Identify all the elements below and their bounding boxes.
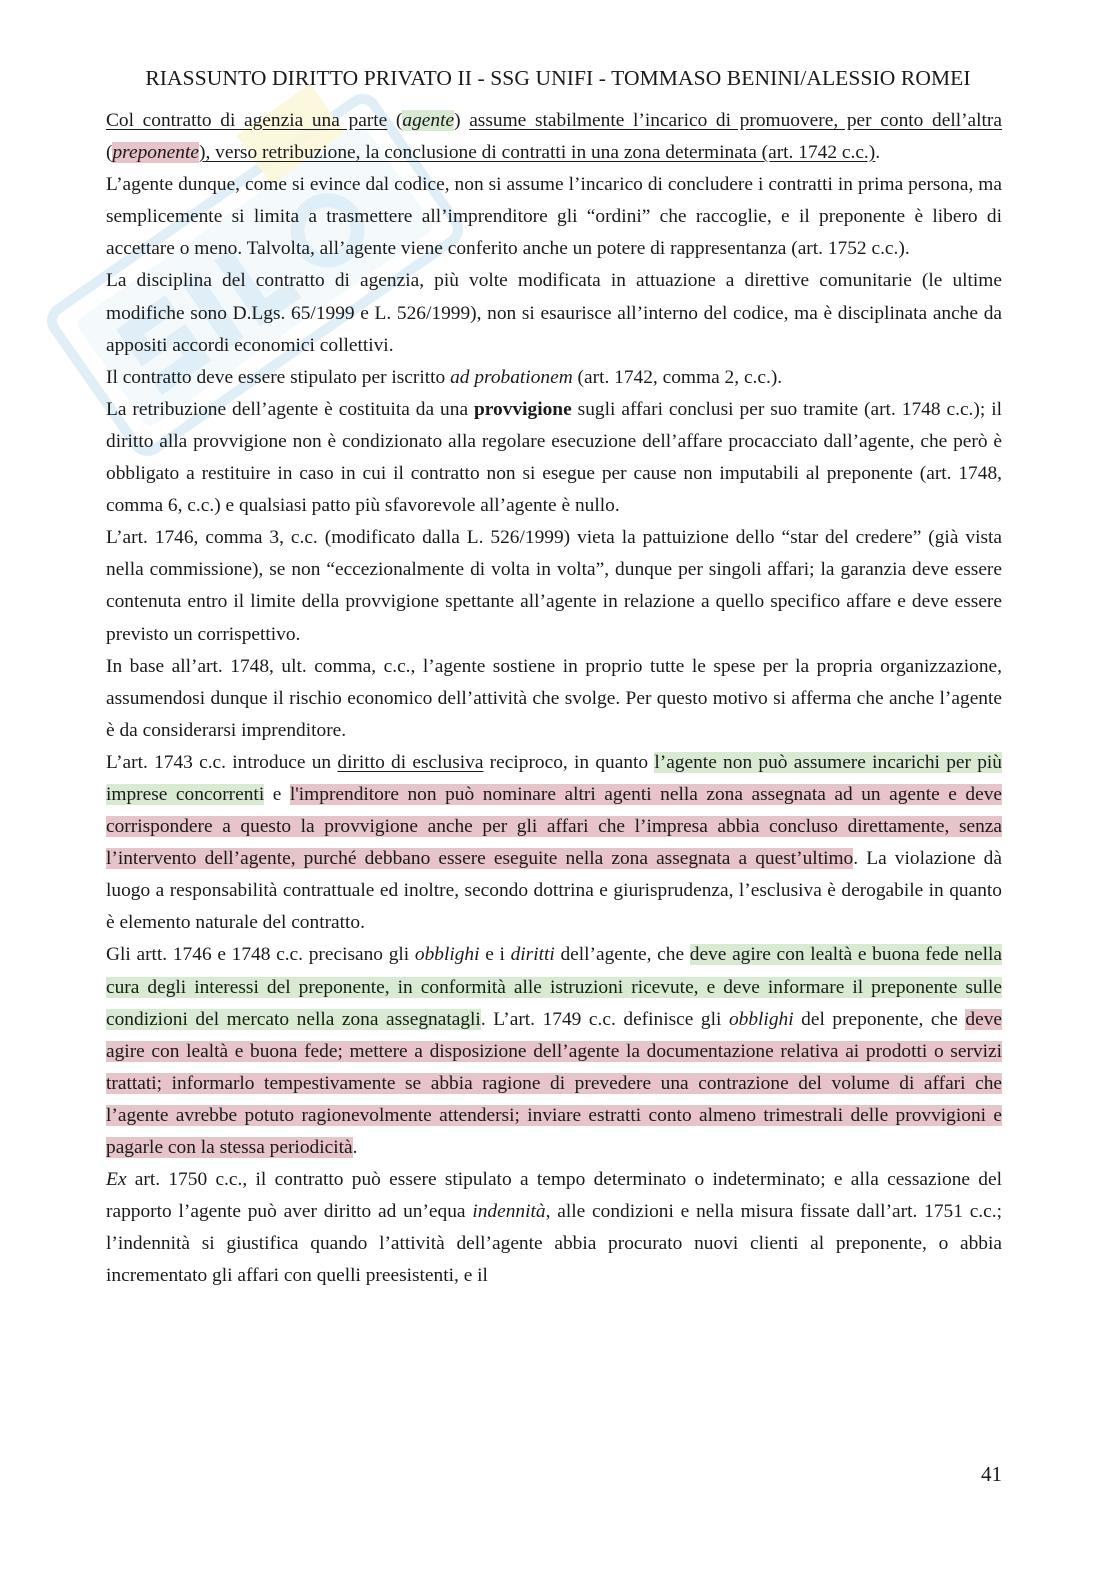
paragraph-agent-role: L’agente dunque, come si evince dal codice, non si assume l’incarico di concludere i contratti in prima persona, ma semplicemente si limita a trasmettere all’imprenditore gli “ordini” che raccoglie, e il preponente è libero di accettare o meno. Talvolta, all’agente viene conferito anche un potere di rappresentanza (art. 1752 c.c.).	[106, 174, 1002, 260]
paragraph-star-del-credere: L’art. 1746, comma 3, c.c. (modificato dalla L. 526/1999) vieta la pattuizione dello “star del credere” (già vista nella commissione), se non “eccezionalmente di volta in volta”, dunque per singoli affari; la garanzia deve essere contenuta entro il limite della provvigione spettante all’agente in relazione a quello specifico affare e deve essere previsto un corrispettivo.	[106, 527, 1002, 645]
text-span: e	[264, 783, 290, 805]
text-span: . La violazione dà luogo a responsabilità contrattuale ed inoltre, secondo dottrina e giurisprudenza, l’esclusiva è derogabile in quanto è elemento naturale del contratto.	[106, 848, 1002, 934]
paragraph-written-form	[106, 362, 1002, 394]
text-span: sugli affari conclusi per suo tramite (art. 1748 c.c.); il diritto alla provvigione non è condizionato alla regolare esecuzione dell’affare procacciato dall’agente, che però è obbligato a restituire in caso in cui il contratto non si esegue per cause non imputabili al preponente (art. 1748, comma 6, c.c.) e qualsiasi patto più sfavorevole all’agente è nullo.	[106, 398, 1002, 517]
text-span: (art. 1742, comma 2, c.c.).	[572, 366, 783, 388]
italic-term: ad probationem	[450, 366, 573, 388]
underlined-definition: Col contratto di agenzia una parte	[106, 110, 388, 131]
italic-term: Ex	[106, 1169, 127, 1191]
highlight-red: deve agire con lealtà e buona fede; mettere a disposizione dell’agente la documentazione relativa ai prodotti o servizi trattati; informarlo tempestivamente se abbia ragione di prevedere una contrazione del volume di affari che l’agente avrebbe potuto ragionevolmente attendersi; inviare estratti conto almeno trimestrali delle provvigioni e pagarle con la stessa periodicità	[106, 1008, 1003, 1158]
text-span: reciproco, in quanto	[483, 751, 655, 773]
text-span: e i	[479, 944, 511, 966]
paragraph-discipline: La disciplina del contratto di agenzia, più volte modificata in attuazione a direttive comunitarie (le ultime modifiche sono D.Lgs. 65/1999 e L. 526/1999), non si esaurisce all’interno del codice, ma è disciplinata anche da appositi accordi economici collettivi.	[106, 270, 1002, 356]
text-span: Il contratto deve essere stipulato per iscritto	[106, 366, 451, 388]
italic-term: diritti	[510, 944, 555, 966]
paragraph-termination	[106, 1164, 1002, 1292]
underlined-definition: ), verso retribuzione, la conclusione di contratti in una zona determinata (art. 1742 c.c.)	[198, 142, 876, 164]
text-span: (	[387, 110, 403, 131]
paragraph-obligations	[106, 939, 1002, 1164]
highlight-green: deve agire con lealtà e buona fede nella cura degli interessi del preponente, in conformità alle istruzioni ricevute, e deve informare il preponente sulle condizioni del mercato nella zona assegnatagli	[106, 944, 1003, 1030]
highlight-red: l'imprenditore non può nominare altri agenti nella zona assegnata ad un agente e deve corrispondere a questo la provvigione anche per gli affari che l’impresa abbia concluso direttamente, senza l’intervento dell’agente, purché debbano essere eseguite nella zona assegnata a quest’ultimo	[106, 783, 1002, 870]
text-span: Gli artt. 1746 e 1748 c.c. precisano gli	[106, 944, 415, 966]
underlined-term: diritto di esclusiva	[337, 751, 484, 773]
document-body	[106, 105, 1002, 1292]
paragraph-expenses: In base all’art. 1748, ult. comma, c.c., l’agente sostiene in proprio tutte le spese per la propria organizzazione, assumendosi dunque il rischio economico dell’attività che svolge. Per questo motivo si afferma che anche l’agente è da considerarsi imprenditore.	[106, 655, 1002, 741]
text-span: .	[875, 142, 881, 164]
text-span: art. 1750 c.c., il contratto può essere stipulato a tempo determinato o indeterminato; e alla cessazione del rapporto l’agente può aver diritto ad un’equa	[106, 1169, 1002, 1223]
page-header: RIASSUNTO DIRITTO PRIVATO II - SSG UNIFI - TOMMASO BENINI/ALESSIO ROMEI	[145, 66, 971, 90]
underlined-definition: assume stabilmente l’incarico di promuovere, per conto dell’altra	[469, 110, 1002, 131]
text-span: )	[454, 110, 470, 131]
text-span: dell’agente, che	[554, 944, 690, 966]
italic-term: indennità	[472, 1201, 546, 1223]
term-preponente: preponente	[112, 142, 199, 164]
text-span: (	[106, 142, 113, 164]
text-span: .	[352, 1137, 358, 1158]
bold-term-provvigione: provvigione	[474, 398, 572, 420]
text-span: L’art. 1743 c.c. introduce un	[106, 751, 338, 773]
page-number: 41	[981, 1462, 1002, 1486]
text-span: del preponente, che	[793, 1008, 966, 1030]
italic-term: obblighi	[728, 1008, 794, 1030]
text-span: , alle condizioni e nella misura fissate dall’art. 1751 c.c.; l’indennità si giustifica quando l’attività dell’agente abbia procurato nuovi clienti al preponente, o abbia incrementato gli affari con quelli preesistenti, e il	[106, 1201, 1002, 1287]
text-span: La retribuzione dell’agente è costituita da una	[106, 398, 475, 420]
paragraph-agency-definition	[106, 105, 1002, 169]
text-span: . L’art. 1749 c.c. definisce gli	[480, 1008, 729, 1030]
paragraph-commission	[106, 394, 1002, 522]
term-agente: agente	[402, 110, 455, 131]
highlight-green: l’agente non può assumere incarichi per più imprese concorrenti	[106, 751, 1002, 805]
paragraph-exclusivity	[106, 747, 1002, 940]
italic-term: obblighi	[414, 944, 480, 966]
